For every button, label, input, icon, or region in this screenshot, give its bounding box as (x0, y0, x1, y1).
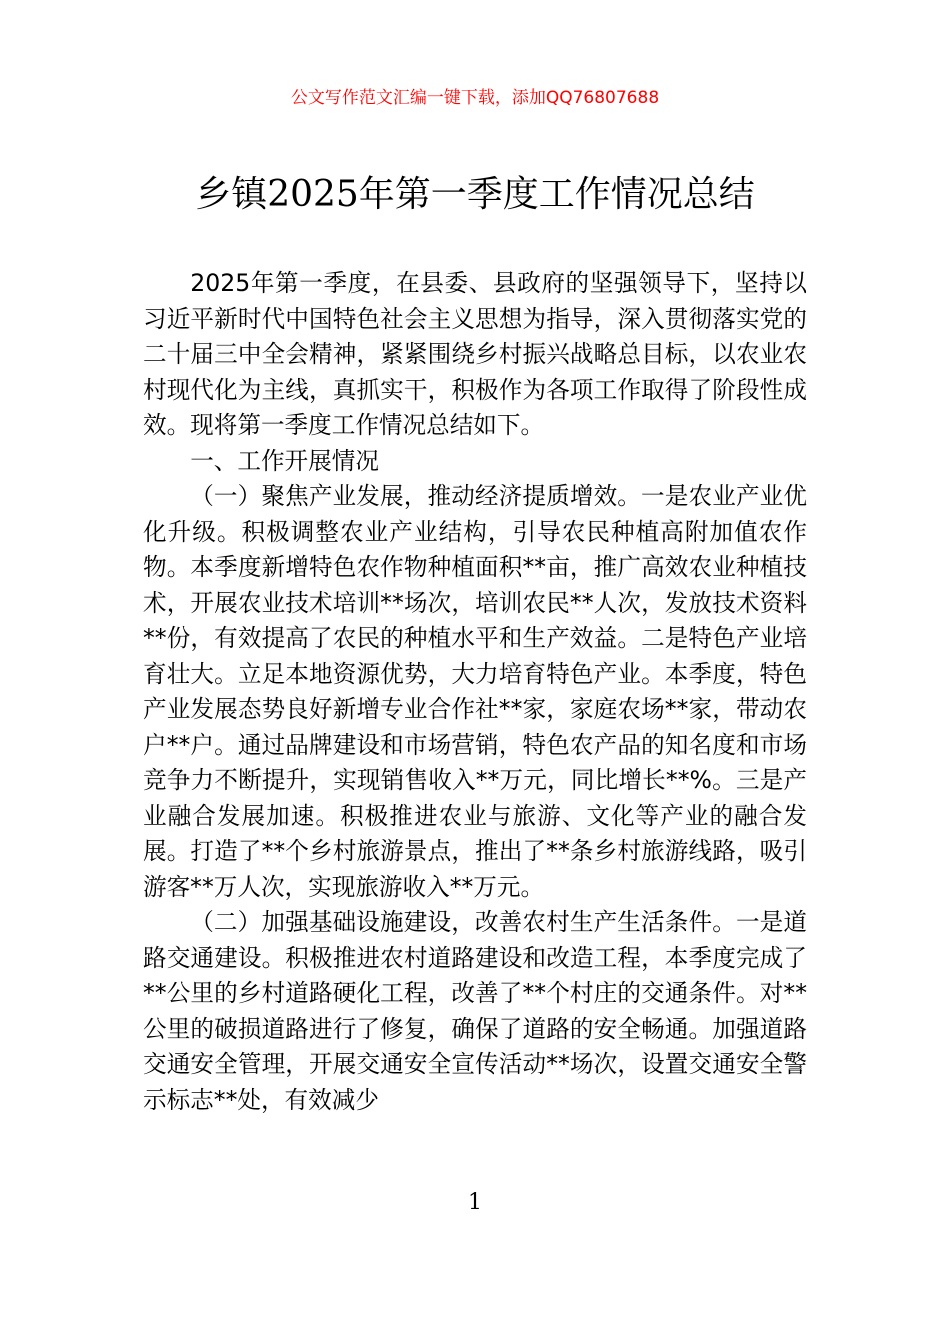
section-heading: 一、工作开展情况 (190, 446, 379, 475)
page-number: 1 (468, 1190, 482, 1215)
subsection-2-paragraph: （二）加强基础设施建设，改善农村生产生活条件。一是道路交通建设。积极推进农村道路建设和改造工程，本季度完成了**公里的乡村道路硬化工程，改善了**个村庄的交通条件。对**公里的破损道路进行了修复，确保了道路的安全畅通。加强道路交通安全管理，开展交通安全宣传活动**场次，设置交通安全警示标志**处，有效减少 (143, 908, 807, 1114)
document-body (143, 266, 807, 1118)
document-title: 乡镇2025年第一季度工作情况总结 (195, 174, 755, 215)
header-banner: 公文写作范文汇编一键下载，添加QQ76807688 (290, 88, 660, 108)
intro-paragraph: 2025年第一季度，在县委、县政府的坚强领导下，坚持以习近平新时代中国特色社会主义思想为指导，深入贯彻落实党的二十届三中全会精神，紧紧围绕乡村振兴战略总目标，以农业农村现代化为主线，真抓实干，积极作为各项工作取得了阶段性成效。现将第一季度工作情况总结如下。 (143, 269, 807, 439)
subsection-1-paragraph: （一）聚焦产业发展，推动经济提质增效。一是农业产业优化升级。积极调整农业产业结构，引导农民种植高附加值农作物。本季度新增特色农作物种植面积**亩，推广高效农业种植技术，开展农业技术培训**场次，培训农民**人次，发放技术资料**份，有效提高了农民的种植水平和生产效益。二是特色产业培育壮大。立足本地资源优势，大力培育特色产业。本季度，特色产业发展态势良好新增专业合作社**家，家庭农场**家，带动农户**户。通过品牌建设和市场营销，特色农产品的知名度和市场竞争力不断提升，实现销售收入**万元，同比增长**%。三是产业融合发展加速。积极推进农业与旅游、文化等产业的融合发展。打造了**个乡村旅游景点，推出了**条乡村旅游线路，吸引游客**万人次，实现旅游收入**万元。 (143, 482, 807, 901)
